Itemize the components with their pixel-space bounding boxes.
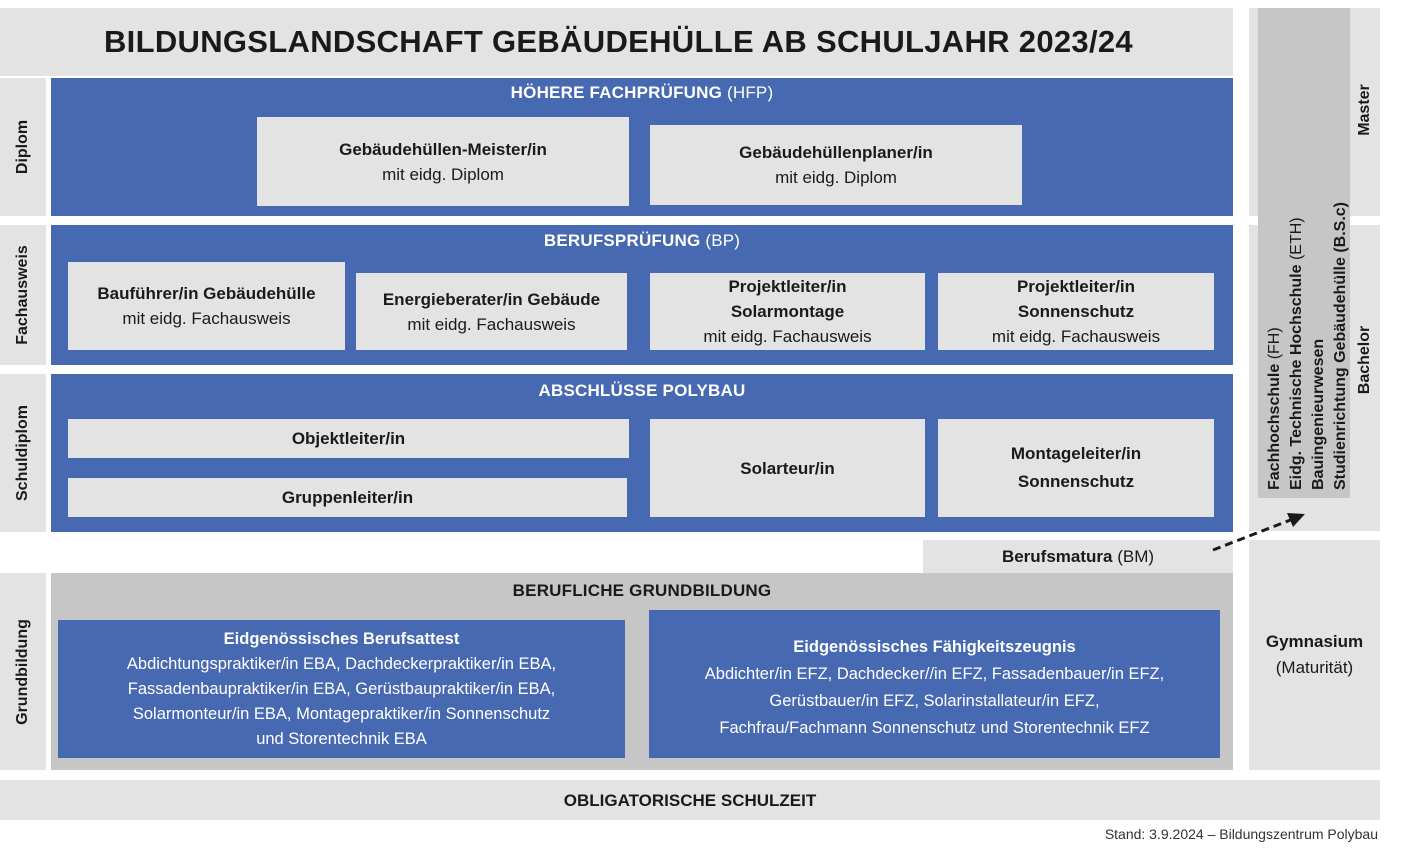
hfp-box-meister: Gebäudehüllen-Meister/in mit eidg. Diplom xyxy=(257,117,629,206)
bp-box-projektleiter-sonnenschutz: Projektleiter/in Sonnenschutz mit eidg. Fachausweis xyxy=(938,273,1214,350)
polybau-box-objektleiter: Objektleiter/in xyxy=(68,419,629,458)
obligatorische-schulzeit-bar: OBLIGATORISCHE SCHULZEIT xyxy=(0,780,1380,820)
hfp-box-planer: Gebäudehüllenplaner/in mit eidg. Diplom xyxy=(650,125,1022,205)
gymnasium-box: Gymnasium (Maturität) xyxy=(1249,540,1380,770)
polybau-box-gruppenleiter: Gruppenleiter/in xyxy=(68,478,627,517)
berufsmatura-box: Berufsmatura (BM) xyxy=(923,540,1233,573)
section-hfp-title: HÖHERE FACHPRÜFUNG (HFP) xyxy=(510,83,774,102)
section-hfp xyxy=(51,78,1233,216)
section-bp-title: BERUFSPRÜFUNG (BP) xyxy=(543,231,741,250)
grundbildung-box-efz: Eidgenössisches Fähigkeitszeugnis Abdichter/in EFZ, Dachdecker//in EFZ, Fassadenbauer/in EFZ, Gerüstbauer/in EFZ, Solarinstallateur/in EFZ, Fachfrau/Fachmann Sonnenschutz und Storentechnik EFZ xyxy=(649,610,1220,758)
master-label: Master xyxy=(1356,84,1374,136)
bm-to-hochschule-arrow xyxy=(1205,505,1315,555)
row-label-schuldiplom: Schuldiplom xyxy=(0,374,46,532)
hochschule-line-eth: Eidg. Technische Hochschule (ETH) xyxy=(1288,217,1305,490)
row-label-diplom: Diplom xyxy=(0,78,46,216)
bp-box-energieberater: Energieberater/in Gebäude mit eidg. Fachausweis xyxy=(356,273,627,350)
bp-box-projektleiter-solar: Projektleiter/in Solarmontage mit eidg. Fachausweis xyxy=(650,273,925,350)
polybau-box-montageleiter: Montageleiter/in Sonnenschutz xyxy=(938,419,1214,517)
row-label-fachausweis: Fachausweis xyxy=(0,225,46,365)
bachelor-label: Bachelor xyxy=(1356,325,1373,395)
footer-stand: Stand: 3.9.2024 – Bildungszentrum Polybau xyxy=(1104,826,1378,842)
hochschule-line-studienrichtung: Studienrichtung Gebäudehülle (B.S.c) xyxy=(1332,201,1349,490)
polybau-box-solarteur: Solarteur/in xyxy=(650,419,925,517)
hochschule-line-fh: Fachhochschule (FH) xyxy=(1266,327,1283,490)
bp-box-baufuehrer: Bauführer/in Gebäudehülle mit eidg. Fachausweis xyxy=(68,262,345,350)
section-grundbildung-title: BERUFLICHE GRUNDBILDUNG xyxy=(512,581,772,600)
row-label-grundbildung: Grundbildung xyxy=(0,573,46,770)
grundbildung-box-eba: Eidgenössisches Berufsattest Abdichtungspraktiker/in EBA, Dachdeckerpraktiker/in EBA, Fassadenbaupraktiker/in EBA, Gerüstbaupraktiker/in EBA, Solarmonteur/in EBA, Montagepraktiker/in Sonnenschutz und Storentechnik EBA xyxy=(58,620,625,758)
section-polybau-title: ABSCHLÜSSE POLYBAU xyxy=(538,381,746,400)
hochschule-text xyxy=(1264,90,1352,490)
page-title: BILDUNGSLANDSCHAFT GEBÄUDEHÜLLE AB SCHULJAHR 2023/24 xyxy=(104,24,1133,59)
hochschule-line-bau: Bauingenieurwesen xyxy=(1310,338,1327,490)
